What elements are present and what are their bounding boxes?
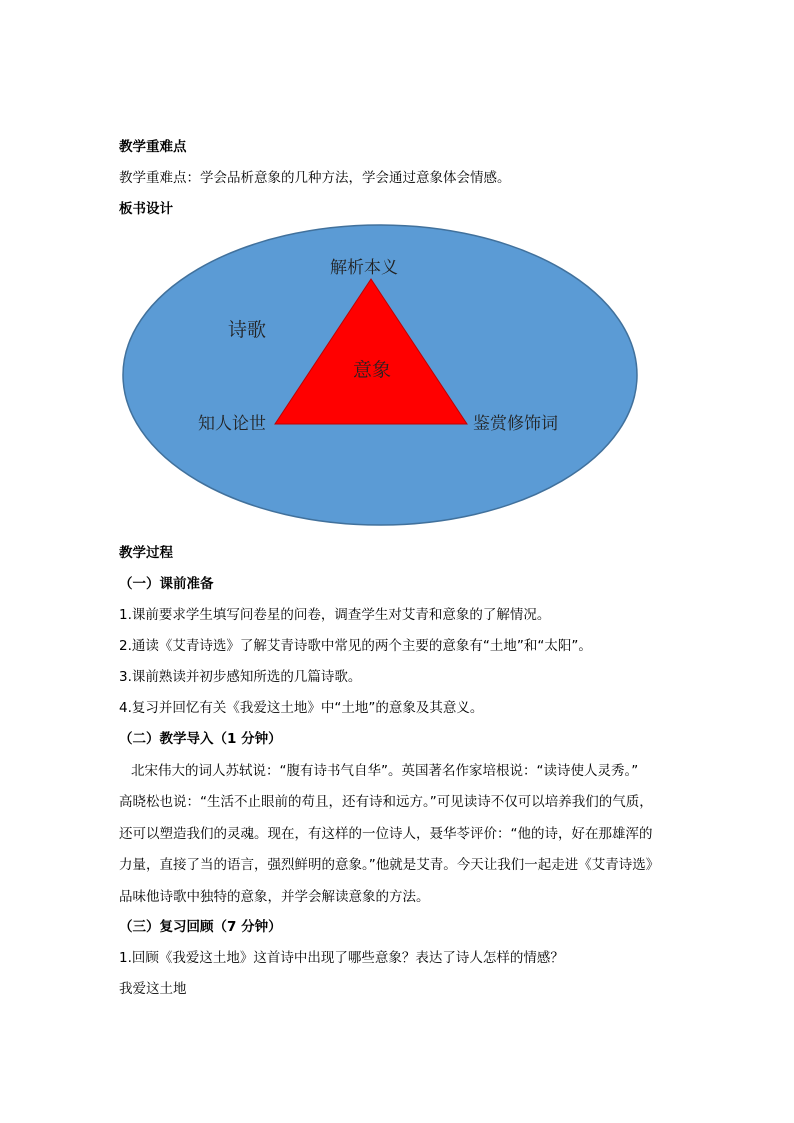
part1-heading: （一）课前准备	[119, 576, 214, 592]
part1-item: 3.课前熟读并初步感知所选的几篇诗歌。	[119, 669, 362, 685]
part2-paragraph-line: 北宋伟大的词人苏轼说：“腹有诗书气自华”。英国著名作家培根说：“读诗使人灵秀。”	[131, 763, 639, 779]
poem-title: 我爱这土地	[119, 981, 187, 997]
part2-paragraph-line: 力量，直接了当的语言，强烈鲜明的意象。”他就是艾青。今天让我们一起走进《艾青诗选》	[119, 857, 660, 873]
part1-item: 2.通读《艾青诗选》了解艾青诗歌中常见的两个主要的意象有“土地”和“太阳”。	[119, 638, 592, 654]
part2-heading: （二）教学导入（1 分钟）	[119, 731, 282, 747]
center-label: 意象	[353, 359, 392, 381]
part1-item: 1.课前要求学生填写问卷星的问卷，调查学生对艾青和意象的了解情况。	[119, 607, 551, 623]
difficulty-heading: 教学重难点	[119, 139, 187, 155]
part2-paragraph-line: 品味他诗歌中独特的意象，并学会解读意象的方法。	[119, 889, 430, 905]
left-label: 知人论世	[198, 414, 266, 434]
right-label: 鉴赏修饰词	[473, 414, 558, 434]
process-heading: 教学过程	[119, 545, 173, 561]
part1-item: 4.复习并回忆有关《我爱这土地》中“土地”的意象及其意义。	[119, 700, 484, 716]
part2-paragraph-line: 还可以塑造我们的灵魂。现在，有这样的一位诗人，聂华苓评价：“他的诗，好在那雄浑的	[119, 826, 653, 842]
part2-paragraph-line: 高晓松也说：“生活不止眼前的苟且，还有诗和远方。”可见读诗不仅可以培养我们的气质，	[119, 794, 653, 810]
difficulty-text: 教学重难点：学会品析意象的几种方法，学会通过意象体会情感。	[119, 170, 511, 186]
board-heading: 板书设计	[119, 201, 173, 217]
board-diagram	[120, 222, 640, 530]
part3-item1: 1.回顾《我爱这土地》这首诗中出现了哪些意象？表达了诗人怎样的情感？	[119, 950, 564, 966]
part3-heading: （三）复习回顾（7 分钟）	[119, 919, 282, 935]
outer-label: 诗歌	[228, 319, 267, 341]
top-label: 解析本义	[330, 258, 398, 278]
